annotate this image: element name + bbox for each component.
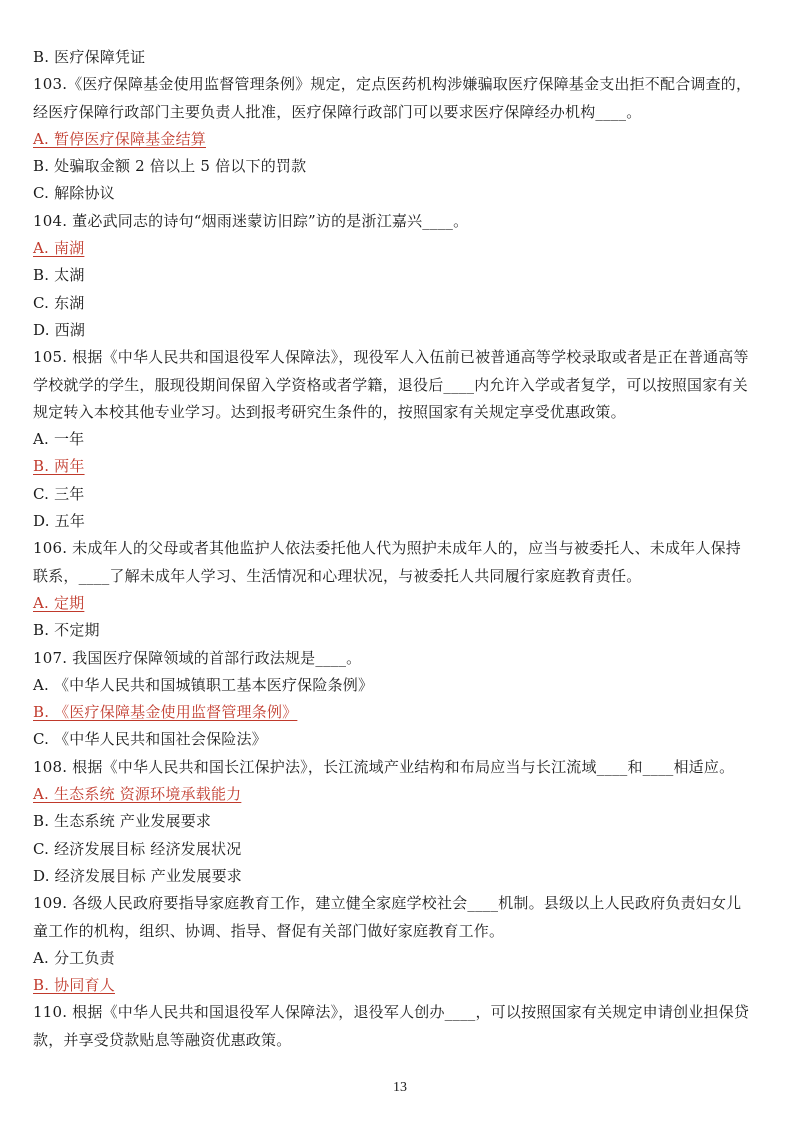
text-line	[33, 153, 773, 180]
text-line	[33, 836, 773, 863]
text-line	[33, 726, 773, 753]
line-text: 规定转入本校其他专业学习。达到报考研究生条件的，按照国家有关规定享受优惠政策。	[33, 402, 626, 421]
line-text: D. 五年	[33, 512, 86, 531]
line-text: 104. 董必武同志的诗句“烟雨迷蒙访旧踪”访的是浙江嘉兴____。	[33, 211, 469, 230]
text-line	[33, 372, 773, 399]
text-line	[33, 945, 773, 972]
text-line	[33, 1027, 773, 1054]
line-text: C. 解除协议	[33, 184, 115, 203]
line-text: A. 一年	[33, 430, 85, 449]
line-text: B. 太湖	[33, 266, 85, 285]
text-line	[33, 290, 773, 317]
text-line	[33, 918, 773, 945]
text-line	[33, 535, 773, 562]
text-line	[33, 317, 773, 344]
text-line	[33, 863, 773, 890]
text-line	[33, 71, 773, 98]
text-line	[33, 262, 773, 289]
line-text: D. 经济发展目标 产业发展要求	[33, 866, 242, 885]
answer-option-line	[33, 235, 773, 262]
line-text: C. 东湖	[33, 293, 85, 312]
line-text: C. 经济发展目标 经济发展状况	[33, 839, 242, 858]
text-line	[33, 890, 773, 917]
answer-option-line	[33, 972, 773, 999]
answer-option-line	[33, 699, 773, 726]
answer-option-line	[33, 590, 773, 617]
text-line	[33, 617, 773, 644]
line-text: 学校就学的学生，服现役期间保留入学资格或者学籍，退役后____内允许入学或者复学，可以按照国家有关	[33, 375, 748, 394]
document-body	[33, 44, 773, 1054]
page-number: 13	[393, 1080, 407, 1095]
text-line	[33, 508, 773, 535]
text-line	[33, 344, 773, 371]
text-line	[33, 645, 773, 672]
text-line	[33, 754, 773, 781]
line-text: B. 处骗取金额 2 倍以上 5 倍以下的罚款	[33, 157, 307, 176]
text-line	[33, 481, 773, 508]
line-text: B. 不定期	[33, 621, 100, 640]
answer-option-line	[33, 453, 773, 480]
line-text: A. 分工负责	[33, 948, 115, 967]
line-text: 童工作的机构，组织、协调、指导、督促有关部门做好家庭教育工作。	[33, 921, 505, 940]
answer-option-line	[33, 781, 773, 808]
text-line	[33, 808, 773, 835]
line-text: 110. 根据《中华人民共和国退役军人保障法》，退役军人创办____，可以按照国家有关规定申请创业担保贷	[33, 1003, 750, 1022]
correct-answer-text: A. 暂停医疗保障基金结算	[33, 129, 206, 148]
text-line	[33, 563, 773, 590]
correct-answer-text: A. 生态系统 资源环境承载能力	[33, 785, 242, 804]
line-text: 103.《医疗保障基金使用监督管理条例》规定，定点医药机构涉嫌骗取医疗保障基金支出拒不配合调查的，	[33, 75, 752, 94]
line-text: A. 《中华人民共和国城镇职工基本医疗保险条例》	[33, 675, 374, 694]
line-text: 109. 各级人民政府要指导家庭教育工作，建立健全家庭学校社会____机制。县级以上人民政府负责妇女儿	[33, 894, 742, 913]
line-text: 107. 我国医疗保障领域的首部行政法规是____。	[33, 648, 362, 667]
line-text: D. 西湖	[33, 320, 86, 339]
text-line	[33, 44, 773, 71]
text-line	[33, 426, 773, 453]
line-text: C. 《中华人民共和国社会保险法》	[33, 730, 267, 749]
correct-answer-text: B. 两年	[33, 457, 85, 476]
text-line	[33, 208, 773, 235]
line-text: 经医疗保障行政部门主要负责人批准，医疗保障行政部门可以要求医疗保障经办机构____。	[33, 102, 642, 121]
text-line	[33, 180, 773, 207]
text-line	[33, 999, 773, 1026]
line-text: C. 三年	[33, 484, 85, 503]
correct-answer-text: A. 定期	[33, 593, 85, 612]
text-line	[33, 399, 773, 426]
text-line	[33, 99, 773, 126]
answer-option-line	[33, 126, 773, 153]
text-line	[33, 672, 773, 699]
line-text: 108. 根据《中华人民共和国长江保护法》，长江流域产业结构和布局应当与长江流域____和____相适应。	[33, 757, 735, 776]
correct-answer-text: B. 《医疗保障基金使用监督管理条例》	[33, 703, 298, 722]
line-text: B. 医疗保障凭证	[33, 48, 146, 66]
line-text: 106. 未成年人的父母或者其他监护人依法委托他人代为照护未成年人的，应当与被委托人、未成年人保持	[33, 539, 741, 558]
line-text: B. 生态系统 产业发展要求	[33, 812, 212, 831]
correct-answer-text: A. 南湖	[33, 239, 85, 258]
line-text: 105. 根据《中华人民共和国退役军人保障法》，现役军人入伍前已被普通高等学校录取或者是正在普通高等	[33, 348, 749, 367]
line-text: 款，并享受贷款贴息等融资优惠政策。	[33, 1030, 292, 1049]
correct-answer-text: B. 协同育人	[33, 976, 115, 995]
line-text: 联系，____了解未成年人学习、生活情况和心理状况，与被委托人共同履行家庭教育责任。	[33, 566, 642, 585]
